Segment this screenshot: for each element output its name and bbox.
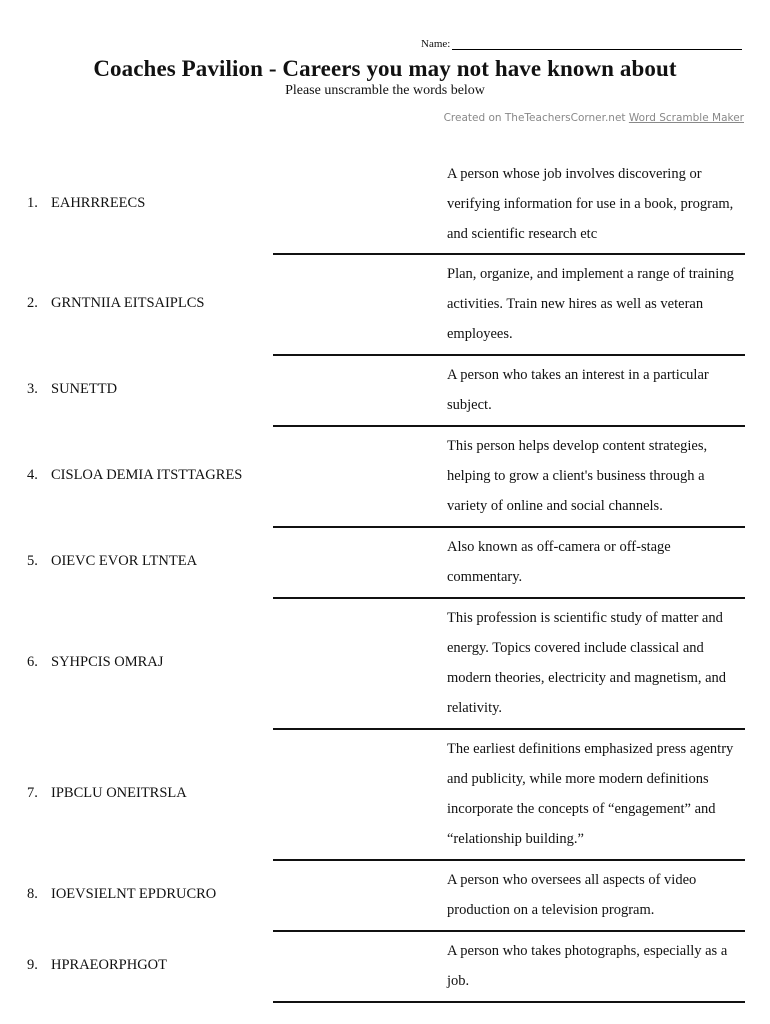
- puzzle-row: [0, 862, 770, 933]
- credit-text: Created on TheTeachersCorner.net: [443, 112, 626, 124]
- answer-line[interactable]: [273, 253, 745, 255]
- scrambled-word: IPBCLU ONEITRSLA: [51, 785, 187, 801]
- puzzle-row: [0, 357, 770, 428]
- puzzle-row: [0, 529, 770, 600]
- puzzle-row: [0, 600, 770, 731]
- puzzle-row: [0, 428, 770, 529]
- answer-line[interactable]: [273, 859, 745, 861]
- answer-line[interactable]: [273, 425, 745, 427]
- credit-line: [444, 112, 744, 124]
- page-title: Coaches Pavilion - Careers you may not have known about: [93, 56, 677, 81]
- clue-text: A person who takes photographs, especially as a job.: [447, 943, 728, 989]
- clue-text: This profession is scientific study of matter and energy. Topics covered include classical and modern theories, electricity and magnetism, and relativity.: [447, 610, 727, 716]
- scrambled-word: EAHRRREECS: [51, 195, 146, 211]
- answer-line[interactable]: [273, 526, 745, 528]
- scrambled-word: OIEVC EVOR LTNTEA: [51, 553, 198, 569]
- scrambled-word: SYHPCIS OMRAJ: [51, 654, 164, 670]
- name-blank-line[interactable]: [452, 36, 742, 50]
- answer-line[interactable]: [273, 597, 745, 599]
- name-label: Name:: [421, 38, 451, 50]
- item-number: 9.: [27, 957, 38, 973]
- puzzle-row: [0, 256, 770, 357]
- scrambled-word: CISLOA DEMIA ITSTTAGRES: [51, 467, 243, 483]
- answer-line[interactable]: [273, 354, 745, 356]
- clue-text: The earliest definitions emphasized press agentry and publicity, while more modern definitions incorporate the concepts of “engagement” and “relationship building.”: [447, 741, 734, 847]
- clue-text: A person who oversees all aspects of video production on a television program.: [447, 872, 697, 918]
- clue-text: Plan, organize, and implement a range of training activities. Train new hires as well as veteran employees.: [447, 266, 734, 342]
- item-number: 6.: [27, 654, 38, 670]
- scrambled-word: IOEVSIELNT EPDRUCRO: [51, 886, 217, 902]
- item-number: 7.: [27, 785, 38, 801]
- item-number: 4.: [27, 467, 38, 483]
- clue-text: This person helps develop content strategies, helping to grow a client's business through a variety of online and social channels.: [447, 438, 708, 514]
- item-number: 2.: [27, 295, 38, 311]
- item-number: 8.: [27, 886, 38, 902]
- scrambled-word: SUNETTD: [51, 381, 118, 397]
- answer-line[interactable]: [273, 1001, 745, 1003]
- puzzle-row: [0, 156, 770, 256]
- page-subtitle: Please unscramble the words below: [285, 83, 485, 98]
- puzzle-row: [0, 933, 770, 1004]
- clue-text: A person whose job involves discovering or verifying information for use in a book, program, and scientific research etc: [447, 166, 734, 242]
- item-number: 5.: [27, 553, 38, 569]
- scrambled-word: HPRAEORPHGOT: [51, 957, 168, 973]
- puzzle-row: [0, 731, 770, 862]
- answer-line[interactable]: [273, 930, 745, 932]
- scrambled-word: GRNTNIIA EITSAIPLCS: [51, 295, 205, 311]
- answer-line[interactable]: [273, 728, 745, 730]
- clue-text: A person who takes an interest in a particular subject.: [447, 367, 709, 413]
- clue-text: Also known as off-camera or off-stage commentary.: [447, 539, 671, 585]
- credit-link[interactable]: Word Scramble Maker: [628, 112, 744, 124]
- item-number: 3.: [27, 381, 38, 397]
- item-number: 1.: [27, 195, 38, 211]
- name-field: [421, 36, 742, 50]
